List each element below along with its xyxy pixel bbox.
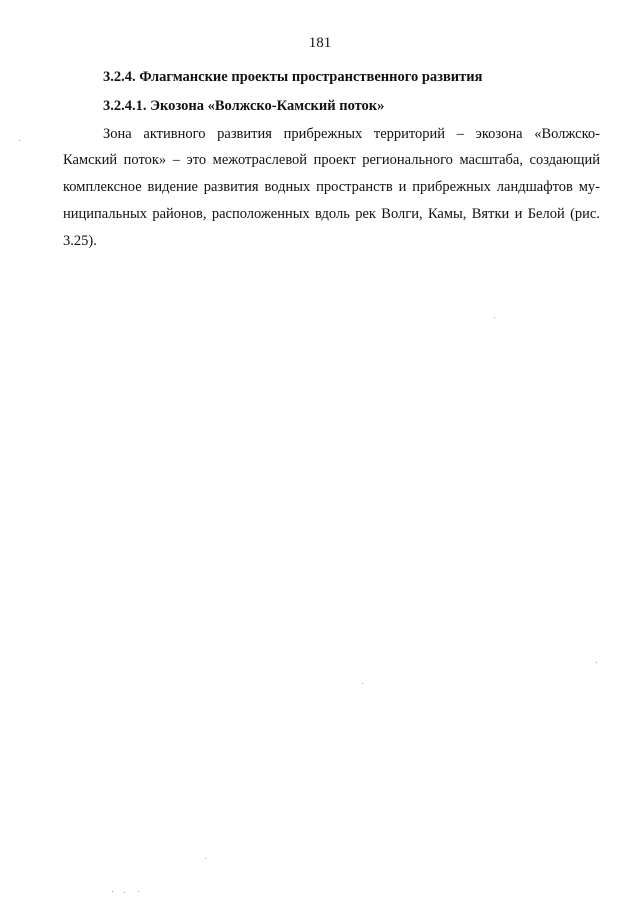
subsection-heading: 3.2.4.1. Экозона «Волжско-Камский поток»	[103, 98, 385, 114]
scan-speck	[138, 891, 139, 892]
paragraph-line: Зона активного развития прибрежных территорий – экозона «Волжско-	[103, 126, 600, 142]
scan-speck	[494, 317, 495, 318]
section-heading: 3.2.4. Флагманские проекты пространственного развития	[103, 69, 483, 85]
paragraph-line: комплексное видение развития водных пространств и прибрежных ландшафтов му-	[63, 179, 600, 195]
scan-speck	[596, 662, 597, 663]
paragraph-line: ниципальных районов, расположенных вдоль рек Волги, Камы, Вятки и Белой (рис.	[63, 206, 600, 222]
scan-speck	[362, 683, 363, 684]
scan-speck	[19, 140, 20, 141]
scan-speck	[112, 891, 113, 892]
paragraph-line: 3.25).	[63, 233, 97, 249]
paragraph-line: Камский поток» – это межотраслевой проект регионального масштаба, создающий	[63, 152, 600, 168]
scan-speck	[124, 892, 125, 893]
page-number: 181	[308, 35, 332, 51]
scan-speck	[205, 858, 206, 859]
